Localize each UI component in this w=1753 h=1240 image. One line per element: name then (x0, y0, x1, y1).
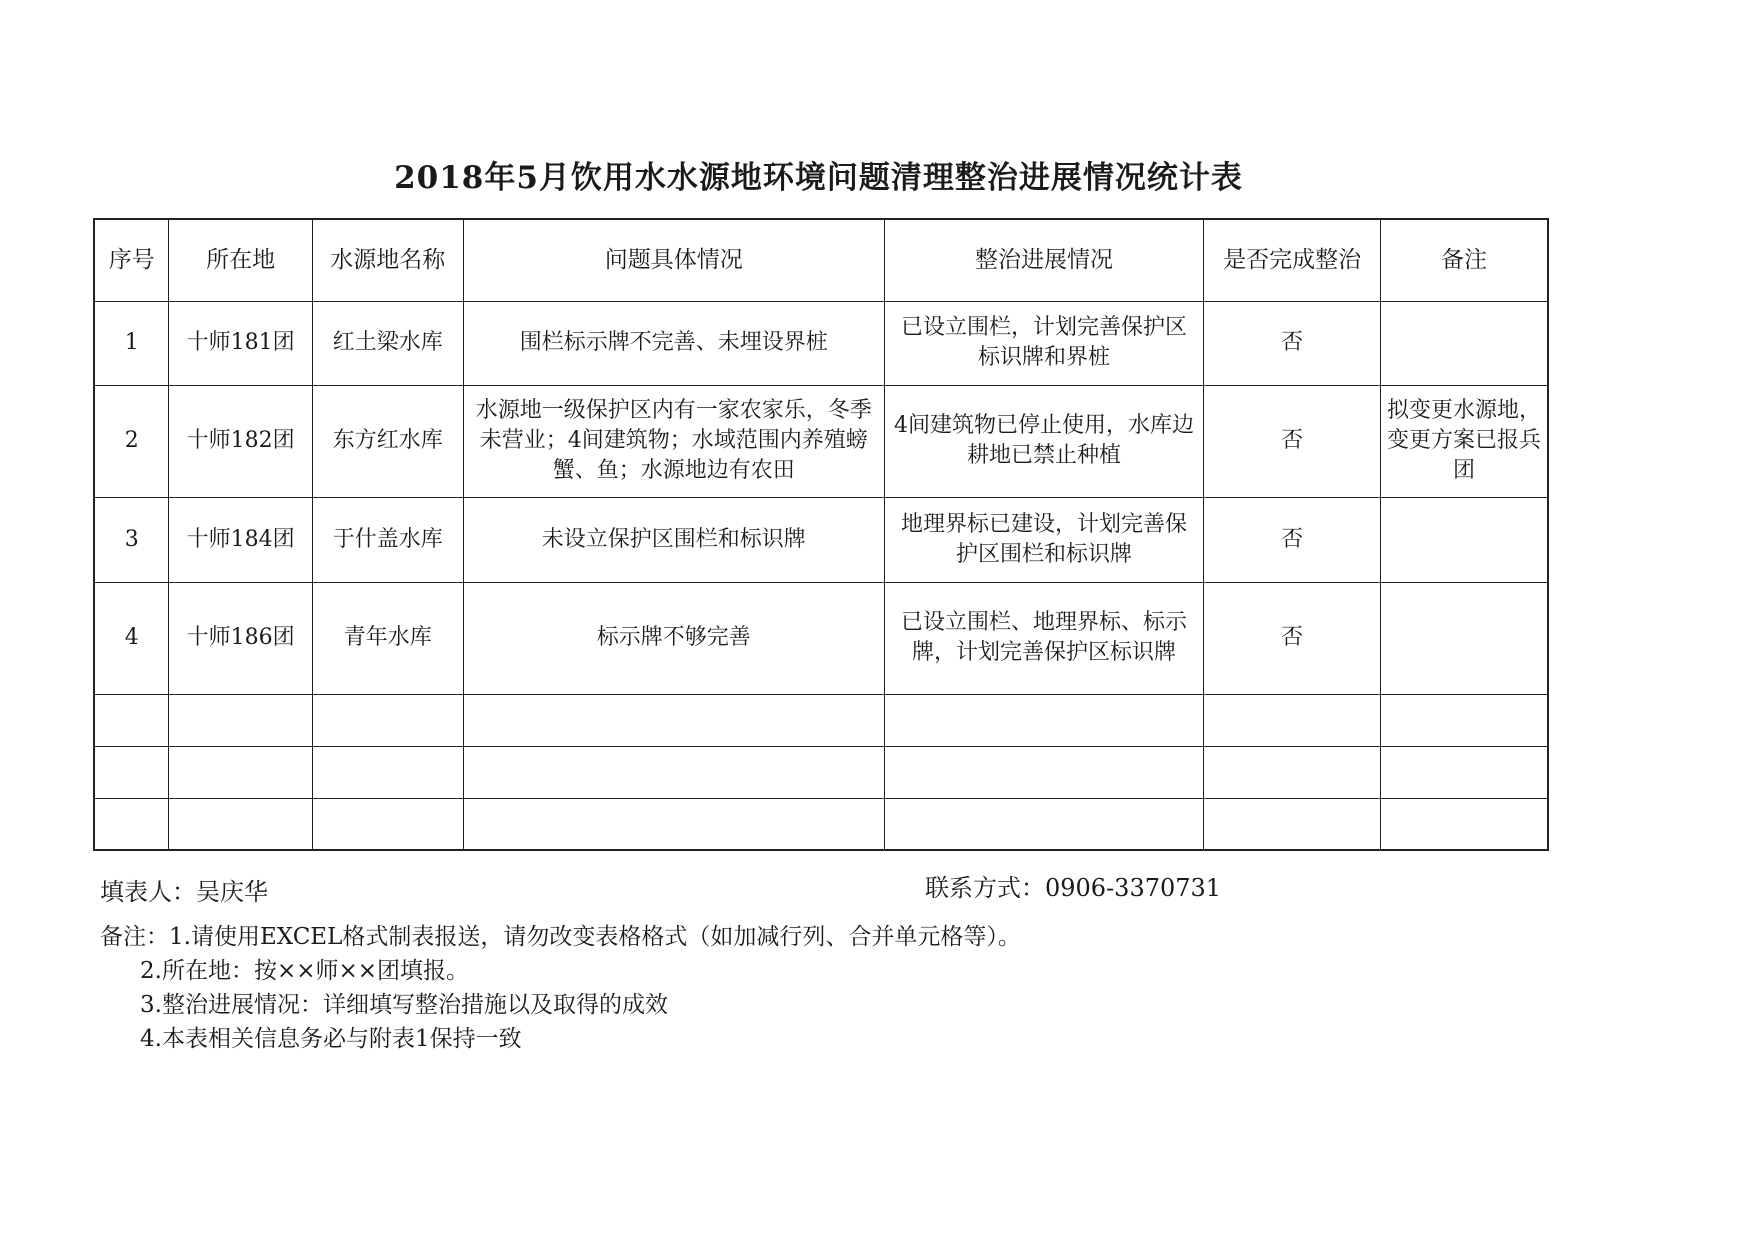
empty-cell (169, 694, 313, 746)
cell-remarks (1381, 582, 1549, 694)
cell-seq: 2 (94, 385, 169, 497)
empty-cell (94, 746, 169, 798)
empty-cell (1381, 798, 1549, 850)
empty-cell (94, 798, 169, 850)
note-line: 3.整治进展情况：详细填写整治措施以及取得的成效 (140, 992, 668, 1018)
cell-progress: 已设立围栏，计划完善保护区标识牌和界桩 (884, 301, 1203, 385)
empty-cell (169, 798, 313, 850)
cell-completed: 否 (1204, 497, 1381, 582)
note-line: 备注：1.请使用EXCEL格式制表报送，请勿改变表格格式（如加减行列、合并单元格等）。 (100, 924, 1021, 950)
cell-completed: 否 (1204, 301, 1381, 385)
cell-source-name: 东方红水库 (312, 385, 463, 497)
contact-info: 联系方式：0906-3370731 (925, 874, 1222, 902)
cell-progress: 地理界标已建设，计划完善保护区围栏和标识牌 (884, 497, 1203, 582)
header-remarks: 备注 (1381, 219, 1549, 301)
cell-source-name: 于什盖水库 (312, 497, 463, 582)
empty-cell (312, 798, 463, 850)
empty-cell (94, 694, 169, 746)
empty-cell (463, 798, 884, 850)
note-line: 4.本表相关信息务必与附表1保持一致 (140, 1026, 522, 1052)
table-header-row (94, 219, 1548, 301)
cell-remarks: 拟变更水源地，变更方案已报兵团 (1381, 385, 1549, 497)
table-row (94, 582, 1548, 694)
cell-progress: 已设立围栏、地理界标、标示牌，计划完善保护区标识牌 (884, 582, 1203, 694)
empty-cell (1204, 746, 1381, 798)
cell-location: 十师182团 (169, 385, 313, 497)
empty-cell (884, 798, 1203, 850)
cell-remarks (1381, 497, 1549, 582)
table-row (94, 301, 1548, 385)
empty-cell (1381, 746, 1549, 798)
empty-cell (884, 694, 1203, 746)
empty-cell (1381, 694, 1549, 746)
header-seq: 序号 (94, 219, 169, 301)
cell-source-name: 红土梁水库 (312, 301, 463, 385)
cell-remarks (1381, 301, 1549, 385)
empty-cell (884, 746, 1203, 798)
table-row (94, 497, 1548, 582)
note-line: 2.所在地：按××师××团填报。 (140, 958, 470, 984)
cell-problem: 围栏标示牌不完善、未埋设界桩 (463, 301, 884, 385)
empty-cell (463, 746, 884, 798)
cell-progress: 4间建筑物已停止使用，水库边耕地已禁止种植 (884, 385, 1203, 497)
empty-cell (312, 746, 463, 798)
header-location: 所在地 (169, 219, 313, 301)
header-progress: 整治进展情况 (884, 219, 1203, 301)
cell-location: 十师184团 (169, 497, 313, 582)
empty-row (94, 746, 1548, 798)
header-problem: 问题具体情况 (463, 219, 884, 301)
cell-seq: 4 (94, 582, 169, 694)
empty-row (94, 798, 1548, 850)
cell-location: 十师186团 (169, 582, 313, 694)
cell-seq: 3 (94, 497, 169, 582)
header-completed: 是否完成整治 (1204, 219, 1381, 301)
cell-completed: 否 (1204, 385, 1381, 497)
notes-block (100, 920, 1021, 1056)
header-source-name: 水源地名称 (312, 219, 463, 301)
cell-seq: 1 (94, 301, 169, 385)
empty-cell (312, 694, 463, 746)
empty-cell (1204, 798, 1381, 850)
empty-cell (1204, 694, 1381, 746)
cell-problem: 标示牌不够完善 (463, 582, 884, 694)
page-title: 2018年5月饮用水水源地环境问题清理整治进展情况统计表 (394, 160, 1243, 196)
cell-problem: 未设立保护区围栏和标识牌 (463, 497, 884, 582)
cell-completed: 否 (1204, 582, 1381, 694)
cell-problem: 水源地一级保护区内有一家农家乐，冬季未营业；4间建筑物；水域范围内养殖螃蟹、鱼；水源地边有农田 (463, 385, 884, 497)
table-row (94, 385, 1548, 497)
cell-location: 十师181团 (169, 301, 313, 385)
empty-cell (169, 746, 313, 798)
empty-cell (463, 694, 884, 746)
statistics-table (93, 218, 1549, 851)
form-filler: 填表人：吴庆华 (100, 878, 268, 906)
cell-source-name: 青年水库 (312, 582, 463, 694)
empty-row (94, 694, 1548, 746)
